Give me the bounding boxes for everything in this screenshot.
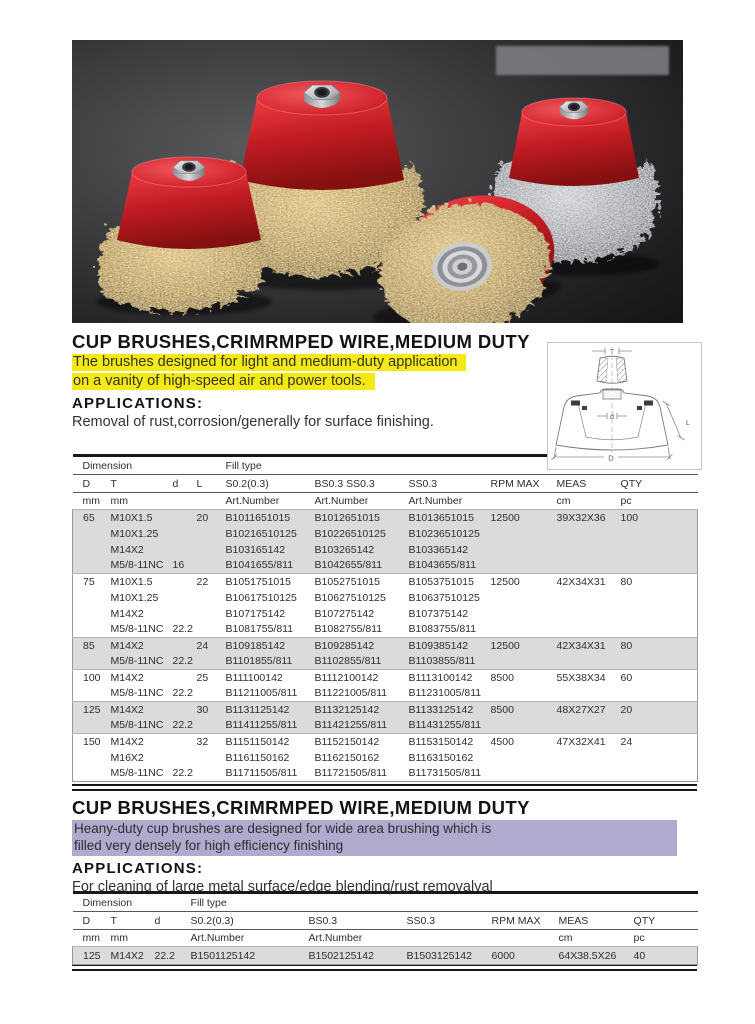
spec-cell: M14X2	[111, 702, 173, 718]
spec-cell: M5/8-11NC	[110, 687, 164, 700]
spec-cell	[197, 750, 226, 766]
spec-cell	[621, 558, 698, 574]
spec-cell: 12500	[491, 638, 557, 654]
spec-cell: B1162150162	[314, 751, 380, 764]
spec-cell	[173, 638, 197, 654]
spec-row	[73, 574, 698, 590]
spec-cell: B1011651015	[226, 510, 315, 526]
section1-desc-line1: The brushes designed for light and medium-duty application	[72, 354, 466, 371]
spec-cell: 125	[73, 947, 111, 965]
unit-header	[197, 493, 226, 510]
spec-cell	[73, 654, 111, 670]
t-label: T	[609, 347, 615, 356]
spec-cell: 100	[73, 670, 111, 686]
spec-cell: B10637510125	[408, 591, 480, 604]
spec-cell: B10216510125	[225, 527, 297, 540]
spec-cell: B11431255/811	[408, 719, 482, 732]
spec-cell: M14X2	[110, 543, 144, 556]
spec-cell	[557, 526, 621, 542]
watermark-blur	[496, 46, 669, 75]
dimension-diagram-art	[548, 343, 701, 469]
section1-title: CUP BRUSHES,CRIMRMPED WIRE,MEDIUM DUTY	[72, 331, 530, 352]
unit-header	[155, 930, 191, 947]
spec-cell: M10X1.5	[111, 510, 173, 526]
spec-table-2	[72, 891, 698, 965]
spec-cell: B11231005/811	[408, 687, 482, 700]
spec-cell: 48X27X27	[557, 702, 621, 718]
spec-cell	[621, 590, 698, 606]
unit-header: Art.Number	[409, 493, 491, 510]
spec-cell: 42X34X31	[557, 574, 621, 590]
spec-row	[73, 750, 698, 766]
spec-cell	[491, 622, 557, 638]
spec-cell	[557, 654, 621, 670]
spec-cell	[197, 590, 226, 606]
spec-cell	[621, 654, 698, 670]
spec-cell	[197, 606, 226, 622]
spec-cell: B1041655/811	[225, 559, 294, 572]
spec-cell	[557, 590, 621, 606]
spec-cell: B11211005/811	[225, 687, 298, 700]
spec-cell	[557, 766, 621, 782]
column-header: RPM MAX	[492, 912, 559, 930]
spec-cell: B109185142	[226, 638, 315, 654]
column-header: L	[197, 475, 226, 493]
spec-cell: B1133125142	[409, 702, 491, 718]
unit-header: mm	[111, 493, 173, 510]
spec-cell: B1503125142	[407, 947, 492, 965]
spec-cell: B10226510125	[314, 527, 386, 540]
spec-cell: 75	[73, 574, 111, 590]
l-label: L	[686, 420, 690, 427]
unit-header: Art.Number	[191, 930, 309, 947]
spec-cell: 20	[621, 702, 698, 718]
spec-cell: B10236510125	[408, 527, 480, 540]
spec-cell	[557, 750, 621, 766]
column-header: D	[73, 475, 111, 493]
column-header: BS0.3 SS0.3	[315, 475, 409, 493]
section2-desc-line2: filled very densely for high efficiency finishing	[74, 837, 344, 853]
spec-cell	[73, 766, 111, 782]
column-header: RPM MAX	[491, 475, 557, 493]
spec-cell	[73, 622, 111, 638]
spec-cell: B1132125142	[315, 702, 409, 718]
spec-cell	[621, 750, 698, 766]
spec-cell: 40	[634, 947, 698, 965]
product-photo	[72, 40, 683, 323]
section2-applications-label: APPLICATIONS:	[72, 860, 204, 877]
spec-cell: B1502125142	[309, 947, 407, 965]
spec-cell: B1082755/811	[314, 623, 383, 636]
spec-cell	[73, 718, 111, 734]
spec-cell: B1052751015	[315, 574, 409, 590]
spec-row	[73, 542, 698, 558]
spec-cell	[173, 670, 197, 686]
section1-applications-text: Removal of rust,corrosion/generally for surface finishing.	[72, 414, 434, 430]
column-header: MEAS	[557, 475, 621, 493]
spec-cell	[491, 558, 557, 574]
dimension-group-header: Dimension	[82, 896, 133, 909]
spec-cell: B107275142	[314, 607, 375, 620]
spec-cell	[557, 686, 621, 702]
spec-row	[73, 558, 698, 574]
spec-cell: B109385142	[409, 638, 491, 654]
spec-cell	[73, 558, 111, 574]
spec-cell	[491, 590, 557, 606]
spec-cell: B10617510125	[225, 591, 297, 604]
spec-cell	[491, 766, 557, 782]
spec-cell: B1081755/811	[225, 623, 294, 636]
section-2	[72, 797, 697, 897]
spec-cell: B1152150142	[315, 734, 409, 750]
spec-row	[73, 654, 698, 670]
spec-row	[73, 526, 698, 542]
spec-cell: B11411255/811	[225, 719, 298, 732]
unit-header: pc	[621, 493, 698, 510]
column-header: d	[155, 912, 191, 930]
spec-cell: 22.2	[172, 687, 193, 700]
spec-cell: M5/8-11NC	[110, 623, 164, 636]
spec-cell	[173, 510, 197, 526]
spec-cell: 6000	[492, 947, 559, 965]
column-header: SS0.3	[407, 912, 492, 930]
spec-cell	[73, 750, 111, 766]
spec-cell	[197, 558, 226, 574]
column-header: T	[111, 912, 155, 930]
spec-row	[73, 734, 698, 750]
spec-cell	[197, 542, 226, 558]
spec-cell	[173, 590, 197, 606]
spec-cell: B11421255/811	[314, 719, 388, 732]
spec-cell: B11221005/811	[314, 687, 388, 700]
product-photo-art	[72, 40, 683, 323]
spec-cell: M5/8-11NC	[110, 767, 164, 780]
spec-cell: B1013651015	[409, 510, 491, 526]
spec-cell: 30	[197, 702, 226, 718]
column-header: SS0.3	[409, 475, 491, 493]
spec-cell	[73, 686, 111, 702]
spec-row	[73, 718, 698, 734]
spec-cell	[491, 654, 557, 670]
spec-cell	[621, 622, 698, 638]
spec-row	[73, 947, 698, 965]
table2-grid	[72, 891, 698, 965]
spec-cell	[621, 718, 698, 734]
filltype-group-header: Fill type	[225, 459, 262, 472]
spec-cell: 65	[73, 510, 111, 526]
spec-cell: 4500	[491, 734, 557, 750]
spec-cell: M5/8-11NC	[110, 559, 164, 572]
spec-cell: 100	[621, 510, 698, 526]
spec-cell: M5/8-11NC	[110, 655, 164, 668]
unit-header: mm	[73, 493, 111, 510]
spec-cell: B1042655/811	[314, 559, 383, 572]
spec-cell: 39X32X36	[557, 510, 621, 526]
spec-cell	[73, 542, 111, 558]
spec-cell	[197, 718, 226, 734]
section1-desc-line2: on a vanity of high-speed air and power tools.	[72, 373, 375, 390]
column-header: T	[111, 475, 173, 493]
table1-grid	[72, 454, 698, 782]
spec-cell	[621, 606, 698, 622]
spec-cell: M14X2	[111, 734, 173, 750]
spec-row	[73, 606, 698, 622]
column-header: BS0.3	[309, 912, 407, 930]
spec-cell: 64X38.5X26	[559, 947, 634, 965]
spacer-header	[492, 893, 698, 912]
unit-header	[492, 930, 559, 947]
spec-cell: 150	[73, 734, 111, 750]
spec-cell: B1053751015	[409, 574, 491, 590]
spec-cell: B103265142	[314, 543, 375, 556]
spec-cell	[73, 606, 111, 622]
spec-cell: 22.2	[172, 655, 193, 668]
spec-cell: 80	[621, 574, 698, 590]
spec-cell: 16	[172, 559, 185, 572]
spec-cell	[621, 686, 698, 702]
spec-cell: 25	[197, 670, 226, 686]
spec-row	[73, 766, 698, 782]
spec-table-1	[72, 454, 698, 782]
spec-cell	[173, 702, 197, 718]
page-bottom-rule	[72, 964, 697, 971]
spec-cell	[621, 542, 698, 558]
spec-cell: B1051751015	[226, 574, 315, 590]
spec-cell	[73, 590, 111, 606]
spec-cell: 24	[197, 638, 226, 654]
filltype-group-header: Fill type	[190, 896, 227, 909]
spec-cell	[173, 526, 197, 542]
spec-cell	[491, 718, 557, 734]
section1-applications-label: APPLICATIONS:	[72, 395, 204, 412]
spec-cell: 8500	[491, 702, 557, 718]
spec-cell	[491, 526, 557, 542]
spec-cell: B11721505/811	[314, 767, 388, 780]
column-header: D	[73, 912, 111, 930]
spec-cell: 85	[73, 638, 111, 654]
spec-cell	[197, 766, 226, 782]
unit-header: mm	[111, 930, 155, 947]
spec-cell: B1113100142	[409, 670, 491, 686]
spec-cell	[557, 606, 621, 622]
column-header: S0.2(0.3)	[226, 475, 315, 493]
spec-cell: B1103855/811	[408, 655, 476, 668]
spec-cell: M10X1.5	[111, 574, 173, 590]
spec-cell	[73, 526, 111, 542]
spec-cell: 47X32X41	[557, 734, 621, 750]
spec-cell: B111100142	[226, 670, 315, 686]
spec-cell	[173, 606, 197, 622]
spec-cell	[621, 526, 698, 542]
spec-cell: B1012651015	[315, 510, 409, 526]
spec-cell: M10X1.25	[110, 591, 159, 604]
dimension-diagram	[547, 342, 702, 470]
spec-cell: B1101855/811	[225, 655, 293, 668]
spec-cell: B1153150142	[409, 734, 491, 750]
column-header: MEAS	[559, 912, 634, 930]
spec-cell	[197, 686, 226, 702]
spec-cell: 125	[73, 702, 111, 718]
spec-cell: 22.2	[155, 947, 191, 965]
spec-cell	[173, 574, 197, 590]
spec-cell: B1102855/811	[314, 655, 382, 668]
spec-cell	[557, 622, 621, 638]
spec-cell: 22.2	[172, 767, 193, 780]
column-header: QTY	[634, 912, 698, 930]
spec-cell: 20	[197, 510, 226, 526]
spec-cell: B107175142	[225, 607, 286, 620]
unit-header	[491, 493, 557, 510]
section-divider-rule	[72, 784, 697, 791]
unit-header: cm	[557, 493, 621, 510]
spec-cell: 12500	[491, 510, 557, 526]
big-d-label: D	[608, 453, 614, 463]
spec-row	[73, 638, 698, 654]
spec-cell: 42X34X31	[557, 638, 621, 654]
spec-cell: M14X2	[110, 607, 144, 620]
spec-cell: B1501125142	[191, 947, 309, 965]
spec-row	[73, 702, 698, 718]
spec-cell: B1083755/811	[408, 623, 477, 636]
spec-cell	[491, 750, 557, 766]
spec-cell: 24	[621, 734, 698, 750]
spec-cell: 8500	[491, 670, 557, 686]
spec-cell: B11731505/811	[408, 767, 482, 780]
section2-applications-text: For cleaning of large metal surface/edge blending/rust removalval	[72, 879, 493, 895]
spec-cell	[557, 718, 621, 734]
spec-cell: B1163150162	[408, 751, 474, 764]
spec-cell: B10627510125	[314, 591, 386, 604]
section-1	[72, 331, 547, 432]
unit-header: cm	[559, 930, 634, 947]
spec-cell	[197, 622, 226, 638]
spec-row	[73, 686, 698, 702]
spec-cell: 80	[621, 638, 698, 654]
spec-cell: M10X1.25	[110, 527, 159, 540]
spec-cell: B1043655/811	[408, 559, 477, 572]
spec-cell	[491, 542, 557, 558]
unit-header: Art.Number	[226, 493, 315, 510]
spec-cell: M16X2	[110, 751, 144, 764]
spec-cell: 22.2	[172, 623, 193, 636]
section2-title: CUP BRUSHES,CRIMRMPED WIRE,MEDIUM DUTY	[72, 797, 530, 818]
spec-cell: B1151150142	[226, 734, 315, 750]
spec-cell: 55X38X34	[557, 670, 621, 686]
spec-cell: 22	[197, 574, 226, 590]
spec-row	[73, 670, 698, 686]
spec-cell	[557, 558, 621, 574]
section2-desc-line1: Heany-duty cup brushes are designed for wide area brushing which is	[74, 821, 492, 836]
dimension-group-header: Dimension	[82, 459, 133, 472]
spec-cell: 60	[621, 670, 698, 686]
column-header: d	[173, 475, 197, 493]
spec-cell	[491, 686, 557, 702]
spec-cell	[173, 750, 197, 766]
spec-cell: 32	[197, 734, 226, 750]
spec-cell: 12500	[491, 574, 557, 590]
spec-row	[73, 622, 698, 638]
column-header: QTY	[621, 475, 698, 493]
unit-header	[407, 930, 492, 947]
spec-cell: B1112100142	[315, 670, 409, 686]
unit-header	[173, 493, 197, 510]
spec-cell	[197, 654, 226, 670]
spec-cell: B1161150162	[225, 751, 290, 764]
spec-cell: M14X2	[111, 670, 173, 686]
spec-cell	[173, 734, 197, 750]
spec-cell: M5/8-11NC	[110, 719, 164, 732]
d-label: d	[610, 414, 614, 421]
unit-header: Art.Number	[315, 493, 409, 510]
spec-cell: 22.2	[172, 719, 193, 732]
spec-row	[73, 590, 698, 606]
spec-cell	[621, 766, 698, 782]
spec-cell: B103165142	[225, 543, 286, 556]
spec-cell: B103365142	[408, 543, 469, 556]
section1-description	[72, 353, 547, 391]
section2-description	[72, 820, 677, 856]
spec-row	[73, 510, 698, 526]
spec-cell: B1131125142	[226, 702, 315, 718]
spec-cell: M14X2	[111, 947, 155, 965]
unit-header: Art.Number	[309, 930, 407, 947]
spec-cell	[173, 542, 197, 558]
spec-cell	[557, 542, 621, 558]
spec-cell	[197, 526, 226, 542]
spec-cell: M14X2	[111, 638, 173, 654]
spec-cell: B107375142	[408, 607, 469, 620]
spec-cell: B109285142	[315, 638, 409, 654]
unit-header: mm	[73, 930, 111, 947]
unit-header: pc	[634, 930, 698, 947]
spec-cell	[491, 606, 557, 622]
spec-cell: B11711505/811	[225, 767, 298, 780]
column-header: S0.2(0.3)	[191, 912, 309, 930]
